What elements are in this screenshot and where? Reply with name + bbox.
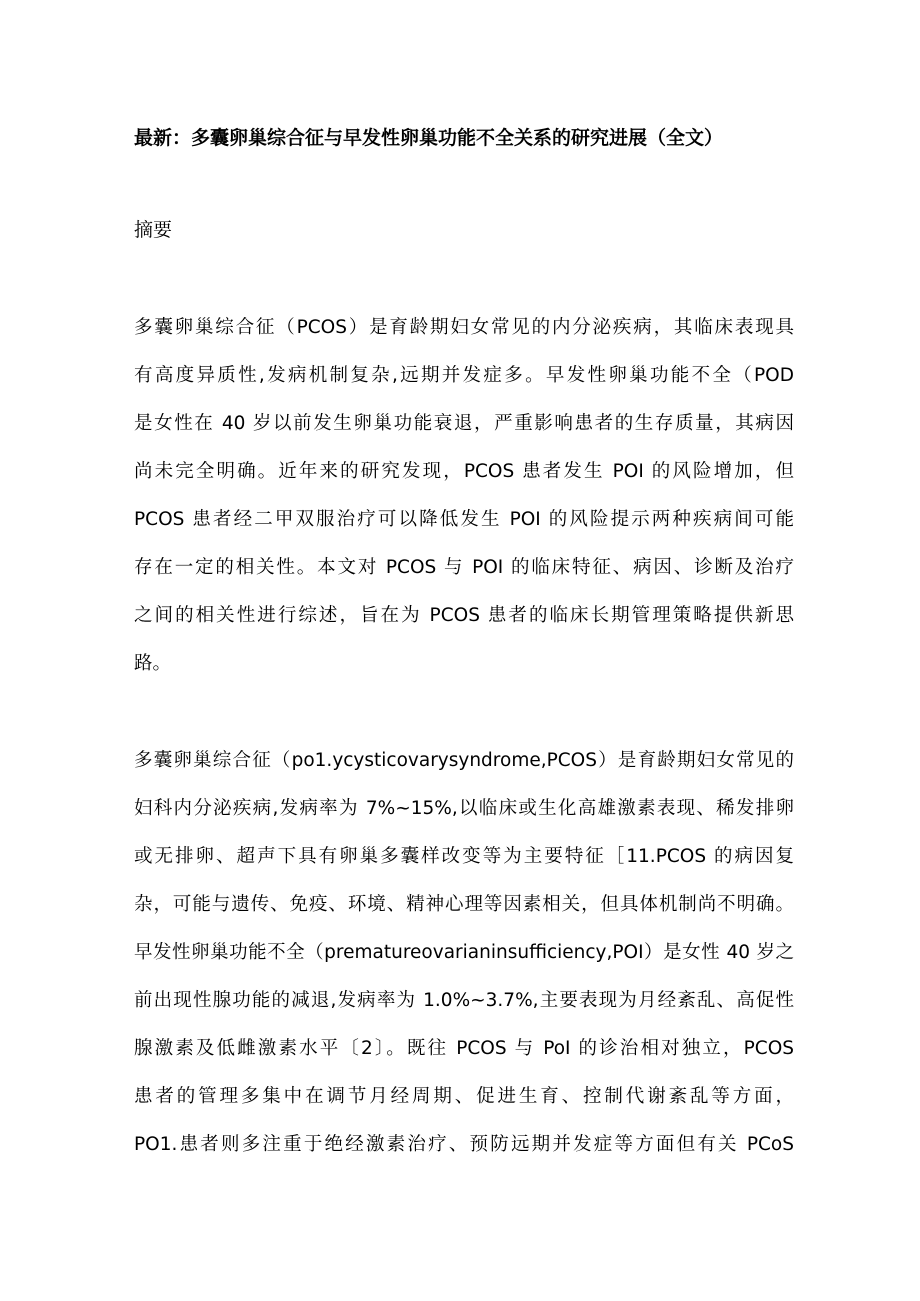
intro-line: 前出现性腺功能的减退,发病率为 1.0%~3.7%,主要表现为月经紊乱、高促性 [134, 990, 794, 1011]
intro-paragraph [134, 745, 794, 1177]
intro-line: 杂，可能与遗传、免疫、环境、精神心理等因素相关，但具体机制尚不明确。 [134, 894, 794, 915]
intro-line: 多囊卵巢综合征（po1.ycysticovarysyndrome,PCOS）是育龄期妇女常见的 [134, 750, 794, 771]
abstract-line: 存在一定的相关性。本文对 PCOS 与 POI 的临床特征、病因、诊断及治疗 [134, 557, 794, 578]
intro-line: 患者的管理多集中在调节月经周期、促进生育、控制代谢紊乱等方面， [134, 1086, 794, 1107]
abstract-heading: 摘要 [134, 219, 173, 241]
abstract-line: 是女性在 40 岁以前发生卵巢功能衰退，严重影响患者的生存质量，其病因 [134, 413, 794, 434]
intro-line: 早发性卵巢功能不全（prematureovarianinsufficiency,POI）是女性 40 岁之 [134, 942, 794, 963]
intro-line: PO1.患者则多注重于绝经激素治疗、预防远期并发症等方面但有关 PCoS [134, 1134, 794, 1155]
abstract-line: 尚未完全明确。近年来的研究发现，PCOS 患者发生 POI 的风险增加，但 [134, 461, 794, 482]
abstract-line: 路。 [134, 653, 172, 674]
abstract-line: PCOS 患者经二甲双服治疗可以降低发生 POI 的风险提示两种疾病间可能 [134, 509, 794, 530]
document-title: 最新：多囊卵巢综合征与早发性卵巢功能不全关系的研究进展（全文） [134, 127, 724, 149]
abstract-line: 多囊卵巢综合征（PCOS）是育龄期妇女常见的内分泌疾病，其临床表现具 [134, 317, 794, 338]
intro-line: 或无排卵、超声下具有卵巢多囊样改变等为主要特征［11.PCOS 的病因复 [134, 846, 794, 867]
abstract-line: 之间的相关性进行综述，旨在为 PCOS 患者的临床长期管理策略提供新思 [134, 605, 794, 626]
abstract-line: 有高度异质性,发病机制复杂,远期并发症多。早发性卵巢功能不全（POD [134, 365, 794, 386]
abstract-paragraph [134, 312, 794, 696]
intro-line: 妇科内分泌疾病,发病率为 7%~15%,以临床或生化高雄激素表现、稀发排卵 [134, 798, 794, 819]
intro-line: 腺激素及低雌激素水平〔2〕。既往 PCOS 与 PoI 的诊治相对独立，PCOS [134, 1038, 794, 1059]
